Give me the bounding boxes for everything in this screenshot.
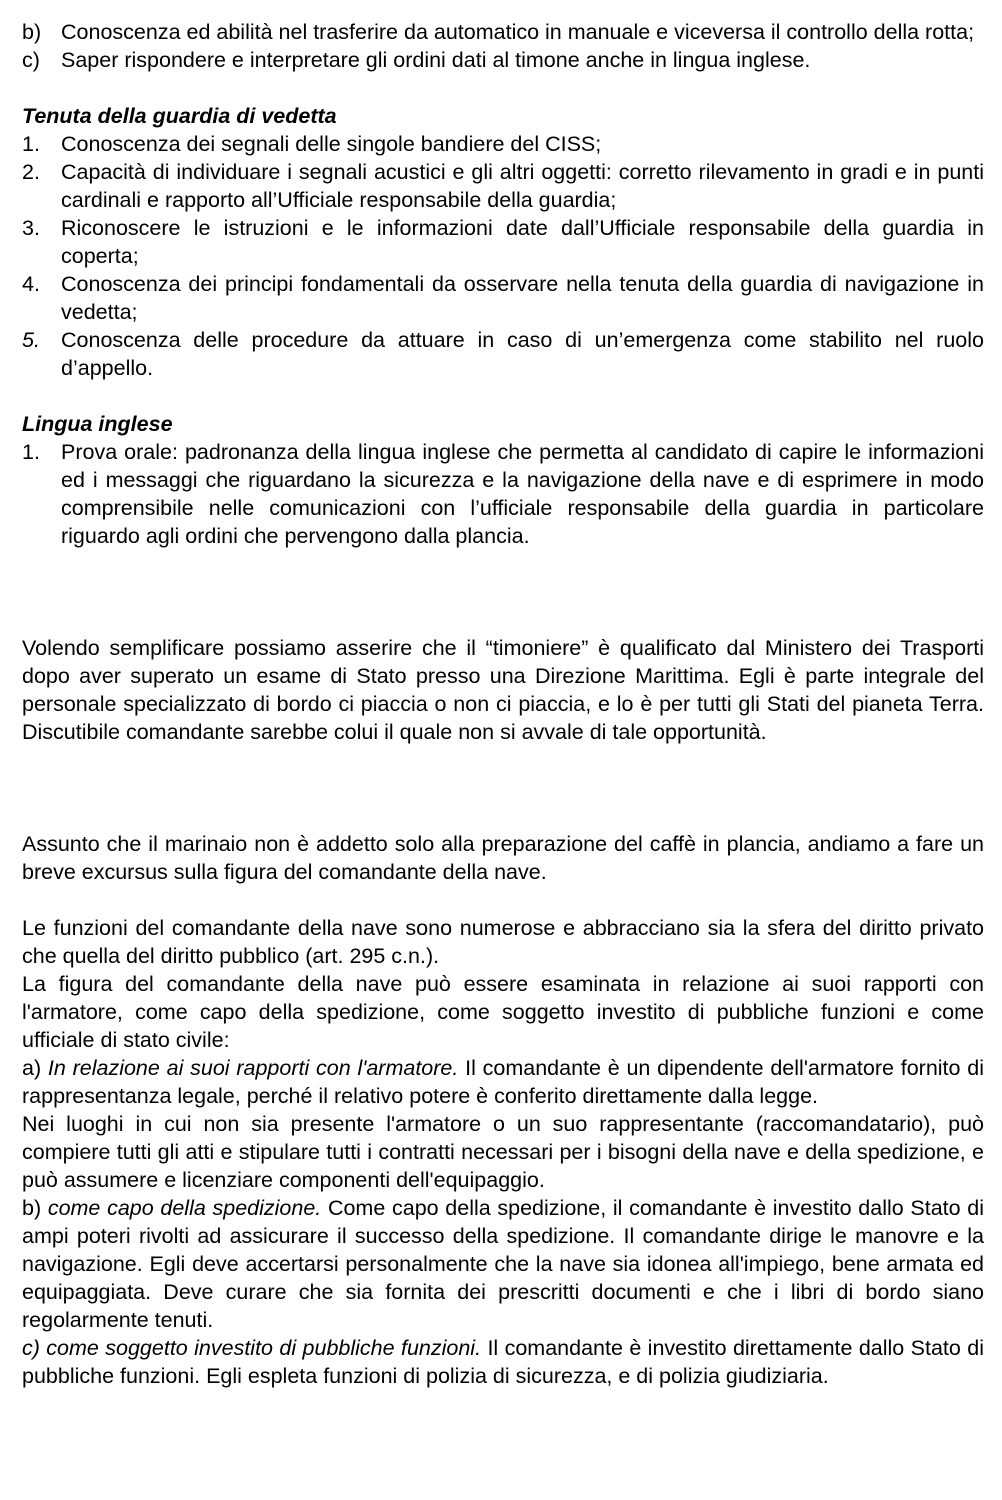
- list-item-text: Riconoscere le istruzioni e le informazioni date dall’Ufficiale responsabile della guardia in coperta;: [61, 216, 984, 268]
- list-item-text: Conoscenza dei segnali delle singole bandiere del CISS;: [61, 132, 602, 156]
- list-item-text: Prova orale: padronanza della lingua inglese che permetta al candidato di capire le informazioni ed i messaggi che riguardano la sicurezza e la navigazione della nave e di esprimere in modo comprensibile nelle comunicazioni con l’ufficiale responsabile della guardia in particolare riguardo agli ordini che pervengono dalla plancia.: [61, 440, 984, 548]
- vedetta-list: [22, 130, 984, 382]
- list-item-text: Capacità di individuare i segnali acustici e gli altri oggetti: corretto rilevamento in gradi e in punti cardinali e rapporto all’Ufficiale responsabile della guardia;: [61, 160, 984, 212]
- paragraph-text: Il comandante è un dipendente dell'armatore fornito di rappresentanza legale, perché il relativo potere è conferito direttamente dalla legge.: [22, 1056, 984, 1108]
- list-item: [22, 18, 984, 46]
- paragraph-lead: come capo della spedizione.: [47, 1196, 322, 1220]
- list-item: [22, 326, 984, 382]
- paragraph-figura: La figura del comandante della nave può essere esaminata in relazione ai suoi rapporti con l'armatore, come capo della spedizione, come soggetto investito di pubbliche funzioni e come ufficiale di stato civile:: [22, 972, 984, 1052]
- list-marker: 1.: [22, 132, 40, 156]
- section-heading-inglese: Lingua inglese: [22, 412, 173, 436]
- list-item: [22, 438, 984, 550]
- list-item: [22, 46, 984, 74]
- paragraph-text: Come capo della spedizione, il comandante è investito dallo Stato di ampi poteri rivolti ad assicurare il successo della spedizione. Il comandante dirige le manovre e la navigazione. Egli deve accertarsi personalmente che la nave sia idonea all'impiego, bene armata ed equipaggiata. Deve curare che sia fornita dei prescritti documenti e che i libri di bordo siano regolarmente tenuti.: [22, 1196, 985, 1332]
- top-list: [22, 18, 984, 74]
- list-marker: 5.: [22, 328, 40, 352]
- paragraph-prefix: b): [22, 1196, 48, 1220]
- paragraph-prefix: a): [22, 1056, 48, 1080]
- list-item-text: Conoscenza dei principi fondamentali da osservare nella tenuta della guardia di navigazione in vedetta;: [61, 272, 984, 324]
- list-marker: b): [22, 20, 42, 44]
- list-item: [22, 270, 984, 326]
- list-item-text: Conoscenza ed abilità nel trasferire da automatico in manuale e viceversa il controllo della rotta;: [61, 20, 975, 44]
- paragraph-text: Il comandante è investito direttamente dallo Stato di pubbliche funzioni. Egli espleta funzioni di polizia di sicurezza, e di polizia giudiziaria.: [22, 1336, 984, 1388]
- paragraph-pubbliche-funzioni: [22, 1334, 984, 1390]
- paragraph-armatore: [22, 1054, 984, 1110]
- section-heading-vedetta: Tenuta della guardia di vedetta: [22, 104, 337, 128]
- list-item: [22, 214, 984, 270]
- paragraph-luoghi: Nei luoghi in cui non sia presente l'armatore o un suo rappresentante (raccomandatario), può compiere tutti gli atti e stipulare tutti i contratti necessari per i bisogni della nave e della spedizione, e può assumere e licenziare componenti dell'equipaggio.: [22, 1112, 984, 1192]
- paragraph-timoniere: Volendo semplificare possiamo asserire che il “timoniere” è qualificato dal Ministero dei Trasporti dopo aver superato un esame di Stato presso una Direzione Marittima. Egli è parte integrale del personale specializzato di bordo ci piaccia o non ci piaccia, e lo è per tutti gli Stati del pianeta Terra. Discutibile comandante sarebbe colui il quale non si avvale di tale opportunità.: [22, 636, 984, 744]
- list-marker: 3.: [22, 216, 40, 240]
- list-item: [22, 158, 984, 214]
- paragraph-lead: c) come soggetto investito di pubbliche funzioni.: [22, 1336, 482, 1360]
- list-marker: 4.: [22, 272, 40, 296]
- list-item-text: Saper rispondere e interpretare gli ordini dati al timone anche in lingua inglese.: [61, 48, 811, 72]
- list-marker: 1.: [22, 440, 40, 464]
- paragraph-funzioni: Le funzioni del comandante della nave sono numerose e abbracciano sia la sfera del diritto privato che quella del diritto pubblico (art. 295 c.n.).: [22, 916, 984, 968]
- paragraph-spedizione: [22, 1194, 984, 1334]
- list-item: [22, 130, 984, 158]
- inglese-list: [22, 438, 984, 550]
- list-marker: 2.: [22, 160, 40, 184]
- document-body: [22, 18, 984, 1390]
- list-item-text: Conoscenza delle procedure da attuare in caso di un’emergenza come stabilito nel ruolo d’appello.: [61, 328, 984, 380]
- list-marker: c): [22, 48, 40, 72]
- paragraph-marinaio: Assunto che il marinaio non è addetto solo alla preparazione del caffè in plancia, andiamo a fare un breve excursus sulla figura del comandante della nave.: [22, 832, 984, 884]
- paragraph-lead: In relazione ai suoi rapporti con l'armatore.: [47, 1056, 459, 1080]
